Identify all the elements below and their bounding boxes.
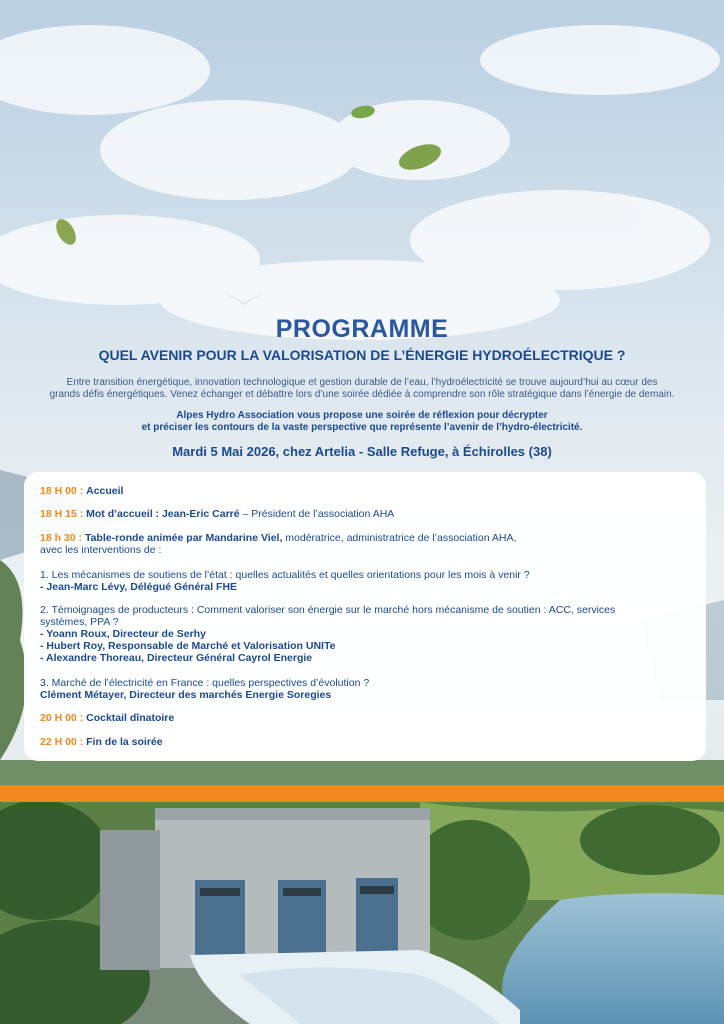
topic-question-line-1: 2. Témoignages de producteurs : Comment valoriser son énergie sur le marché hors mécanisme de soutien : ACC, services	[40, 604, 616, 616]
time-label: 20 H 00 :	[40, 712, 84, 724]
programme-item-cocktail	[40, 712, 690, 724]
topic-question-line-2: systèmes, PPA ?	[40, 616, 119, 628]
item-label: Fin de la soirée	[86, 736, 163, 748]
programme-item-accueil	[40, 485, 690, 497]
intro-line-2: grands défis énergétiques. Venez échanger et débattre lors d’une soirée dédiée à comprendre son rôle stratégique dans l’énergie de demain.	[49, 389, 675, 400]
programme-card	[24, 472, 706, 761]
programme-item-fin	[40, 736, 690, 748]
item-detail: modératrice, administratrice de l’association AHA,	[282, 532, 517, 544]
item-label: Mot d’accueil : Jean-Eric Carré	[86, 508, 240, 520]
topic-question: 1. Les mécanismes de soutiens de l’état : quelles actualités et quelles orientations pour les mois à venir ?	[40, 569, 530, 581]
time-label: 18 H 15 :	[40, 508, 84, 520]
orange-divider-bar	[0, 785, 724, 802]
item-label: Table-ronde animée par Mandarine Viel,	[84, 532, 283, 544]
item-detail: – Président de l’association AHA	[239, 508, 395, 520]
page-title: PROGRAMME	[275, 315, 449, 343]
topic-question: 3. Marché de l’électricité en France : quelles perspectives d’évolution ?	[40, 677, 370, 689]
topic-1	[40, 569, 690, 593]
intro-text	[20, 377, 704, 401]
time-label: 18 H 00 :	[40, 485, 84, 497]
topic-speaker: - Jean-Marc Lévy, Délégué Général FHE	[40, 581, 238, 593]
item-detail-line-2: avec les interventions de :	[40, 544, 162, 556]
page-subtitle: QUEL AVENIR POUR LA VALORISATION DE L’ÉNERGIE HYDROÉLECTRIQUE ?	[98, 347, 626, 363]
programme-item-mot-accueil	[40, 508, 690, 520]
topic-speaker: - Hubert Roy, Responsable de Marché et Valorisation UNITe	[40, 640, 336, 652]
invitation-line-2: et préciser les contours de la vaste perspective que représente l’avenir de l’hydro-électricité.	[141, 422, 583, 433]
topic-speaker: - Alexandre Thoreau, Directeur Général Cayrol Energie	[40, 652, 313, 664]
topic-speaker: - Yoann Roux, Directeur de Serhy	[40, 628, 206, 640]
invitation-text	[20, 410, 704, 434]
topic-speaker: Clément Métayer, Directeur des marchés Energie Soregies	[40, 689, 332, 701]
event-date-location: Mardi 5 Mai 2026, chez Artelia - Salle Refuge, à Échirolles (38)	[172, 444, 552, 459]
programme-item-table-ronde	[40, 532, 690, 556]
item-label: Accueil	[86, 485, 124, 497]
time-label: 22 H 00 :	[40, 736, 84, 748]
topic-2	[40, 604, 690, 664]
invitation-line-1: Alpes Hydro Association vous propose une soirée de réflexion pour décrypter	[176, 410, 548, 421]
item-label: Cocktail dînatoire	[86, 712, 175, 724]
intro-line-1: Entre transition énergétique, innovation technologique et gestion durable de l’eau, l’hydroélectricité se trouve aujourd’hui au cœur des	[66, 377, 658, 388]
topic-3	[40, 677, 690, 701]
time-label: 18 h 30 :	[40, 532, 83, 544]
